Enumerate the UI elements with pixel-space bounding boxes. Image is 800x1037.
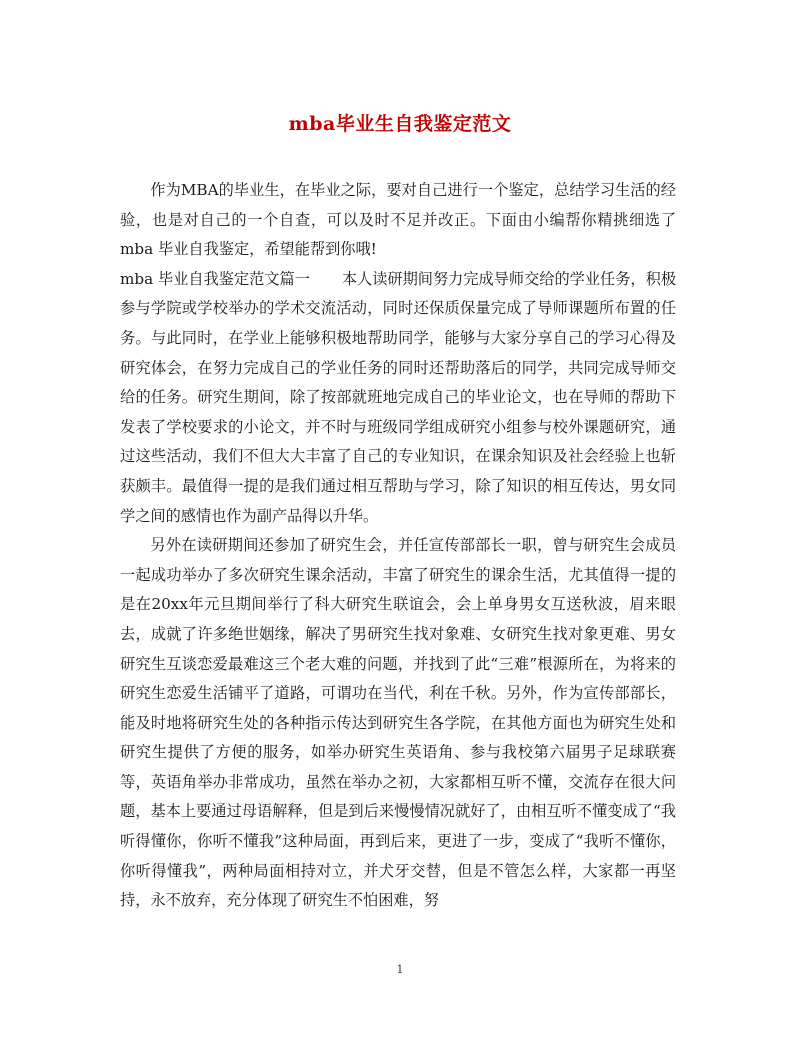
body-paragraph-2: 另外在读研期间还参加了研究生会，并任宣传部部长一职，曾与研究生会成员一起成功举办了多次研究生课余活动，丰富了研究生的课余生活，尤其值得一提的是在20xx年元旦期间举行了科大研究生联谊会，会上单身男女互送秋波，眉来眼去，成就了许多绝世姻缘，解决了男研究生找对象难、女研究生找对象更难、男女研究生互谈恋爱最难这三个老大难的问题，并找到了此“三难”根源所在，为将来的研究生恋爱生活铺平了道路，可谓功在当代，利在千秋。另外，作为宣传部部长，能及时地将研究生处的各种指示传达到研究生各学院，在其他方面也为研究生处和研究生提供了方便的服务，如举办研究生英语角、参与我校第六届男子足球联赛等，英语角举办非常成功，虽然在举办之初，大家都相互听不懂，交流存在很大问题，基本上要通过母语解释，但是到后来慢慢情况就好了，由相互听不懂变成了“我听得懂你，你听不懂我”这种局面，再到后来，更进了一步，变成了“我听不懂你，你听得懂我”，两种局面相持对立，并犬牙交替，但是不管怎么样，大家都一再坚持，永不放弃，充分体现了研究生不怕困难，努 xyxy=(120,536,676,910)
section-paragraph-text: 本人读研期间努力完成导师交给的学业任务，积极参与学院或学校举办的学术交流活动，同时还保质保量完成了导师课题所布置的任务。与此同时，在学业上能够积极地帮助同学，能够与大家分享自己的学习心得及研究体会，在努力完成自己的学业任务的同时还帮助落后的同学，共同完成导师交给的任务。研究生期间，除了按部就班地完成自己的毕业论文，也在导师的帮助下发表了学校要求的小论文，并不时与班级同学组成研究小组参与校外课题研究，通过这些活动，我们不但大大丰富了自己的专业知识，在课余知识及社会经验上也斩获颇丰。最值得一提的是我们通过相互帮助与学习，除了知识的相互传达，男女同学之间的感情也作为副产品得以升华。 xyxy=(120,269,677,525)
section-paragraph xyxy=(120,265,676,531)
intro-paragraph: 作为MBA的毕业生，在毕业之际，要对自己进行一个鉴定，总结学习生活的经验，也是对自己的一个自查，可以及时不足并改正。下面由小编帮你精挑细选了 mba 毕业自我鉴定，希望能帮到你哦! xyxy=(120,181,676,259)
page-number: 1 xyxy=(396,963,404,976)
section-heading: mba 毕业自我鉴定范文篇一 xyxy=(120,269,310,288)
document-title: mba毕业生自我鉴定范文 xyxy=(288,113,512,135)
document-body xyxy=(120,176,676,916)
